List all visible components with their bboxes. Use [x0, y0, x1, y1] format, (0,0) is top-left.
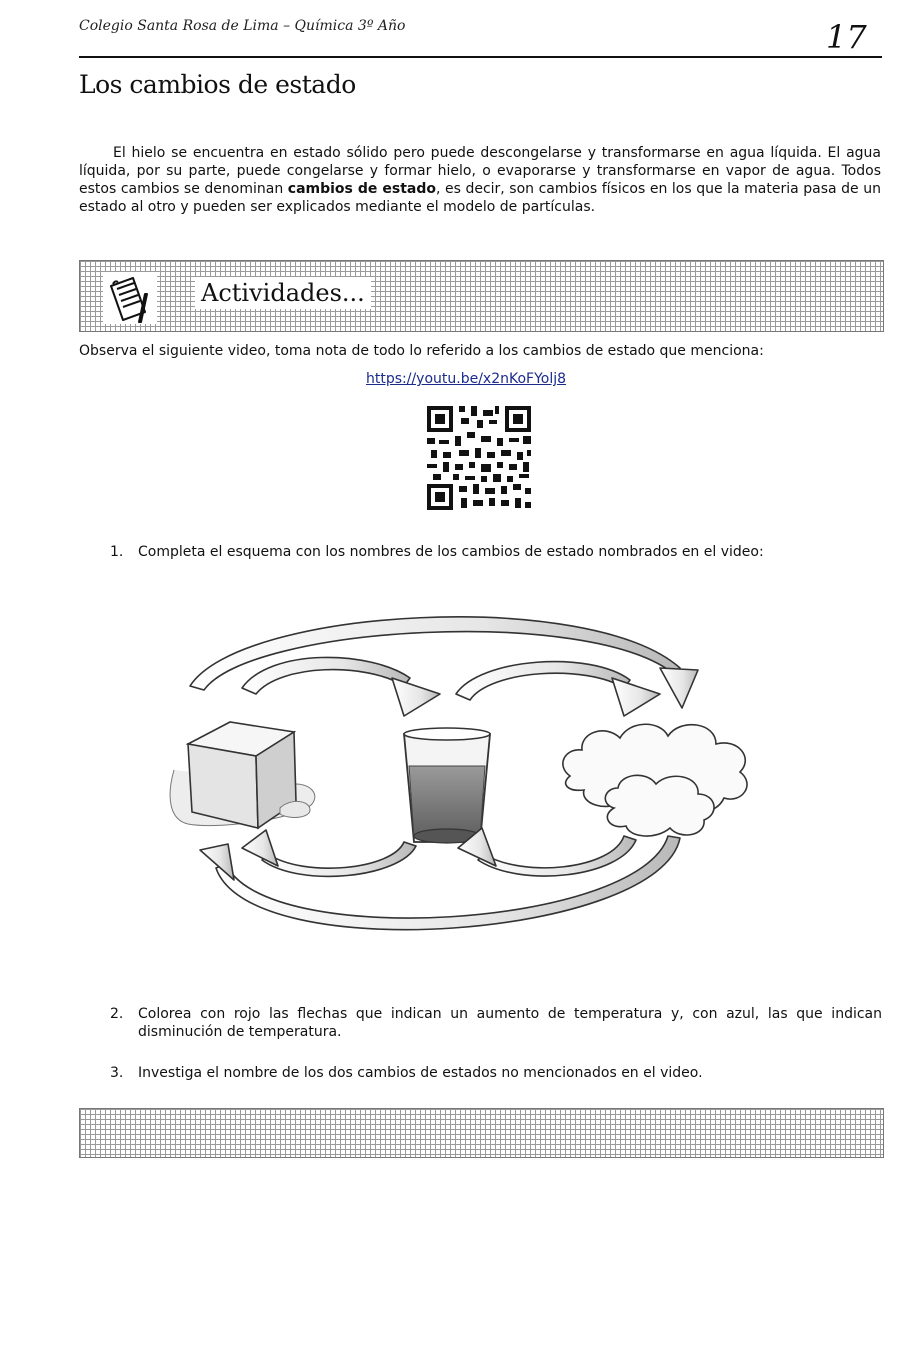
- water-glass-icon: [404, 728, 490, 843]
- header-school: Colegio Santa Rosa de Lima – Química 3º Año: [79, 18, 406, 34]
- ice-cube-icon: [170, 722, 315, 828]
- intro-part1: El hielo se encuentra en estado sólido pero puede descongelarse y transformarse en agua líquida. El agua líquida, por su parte, puede congelarse y formar hielo, o evaporarse y transformarse en vapor de agua. Todos estos cambios se denominan: [79, 145, 881, 197]
- item-number: 3.: [110, 1065, 124, 1081]
- arrow-liquid-to-solid: [242, 830, 416, 876]
- item-text: Completa el esquema con los nombres de los cambios de estado nombrados en el video:: [138, 544, 764, 560]
- arrow-gas-to-liquid: [458, 828, 636, 876]
- answer-grid[interactable]: [79, 1108, 884, 1158]
- notepad-pencil-icon: [101, 272, 157, 324]
- page-number: 17: [826, 18, 867, 56]
- states-of-matter-diagram: [160, 598, 800, 958]
- page-title: Los cambios de estado: [79, 70, 356, 99]
- intro-bold-term: cambios de estado: [287, 181, 436, 197]
- qr-code-icon: [423, 402, 535, 514]
- item-number: 1.: [110, 544, 124, 560]
- header-rule: [79, 56, 882, 58]
- activities-heading: Actividades...: [195, 277, 371, 309]
- intro-paragraph: [79, 144, 881, 216]
- item-number: 2.: [110, 1006, 124, 1022]
- arrow-liquid-to-gas: [456, 662, 660, 716]
- intro-part2: , es decir, son cambios físicos en los que la materia pasa de un estado al otro y pueden ser explicados mediante el modelo de partículas.: [79, 181, 881, 215]
- video-link[interactable]: https://youtu.be/x2nKoFYolj8: [366, 371, 567, 387]
- item-text: Investiga el nombre de los dos cambios de estados no mencionados en el video.: [138, 1065, 703, 1081]
- item-text: Colorea con rojo las flechas que indican un aumento de temperatura y, con azul, las que indican disminución de temperatura.: [138, 1006, 882, 1040]
- arrow-solid-to-liquid: [242, 657, 440, 716]
- activities-instruction: Observa el siguiente video, toma nota de todo lo referido a los cambios de estado que menciona:: [79, 343, 764, 359]
- cloud-vapor-icon: [563, 724, 747, 836]
